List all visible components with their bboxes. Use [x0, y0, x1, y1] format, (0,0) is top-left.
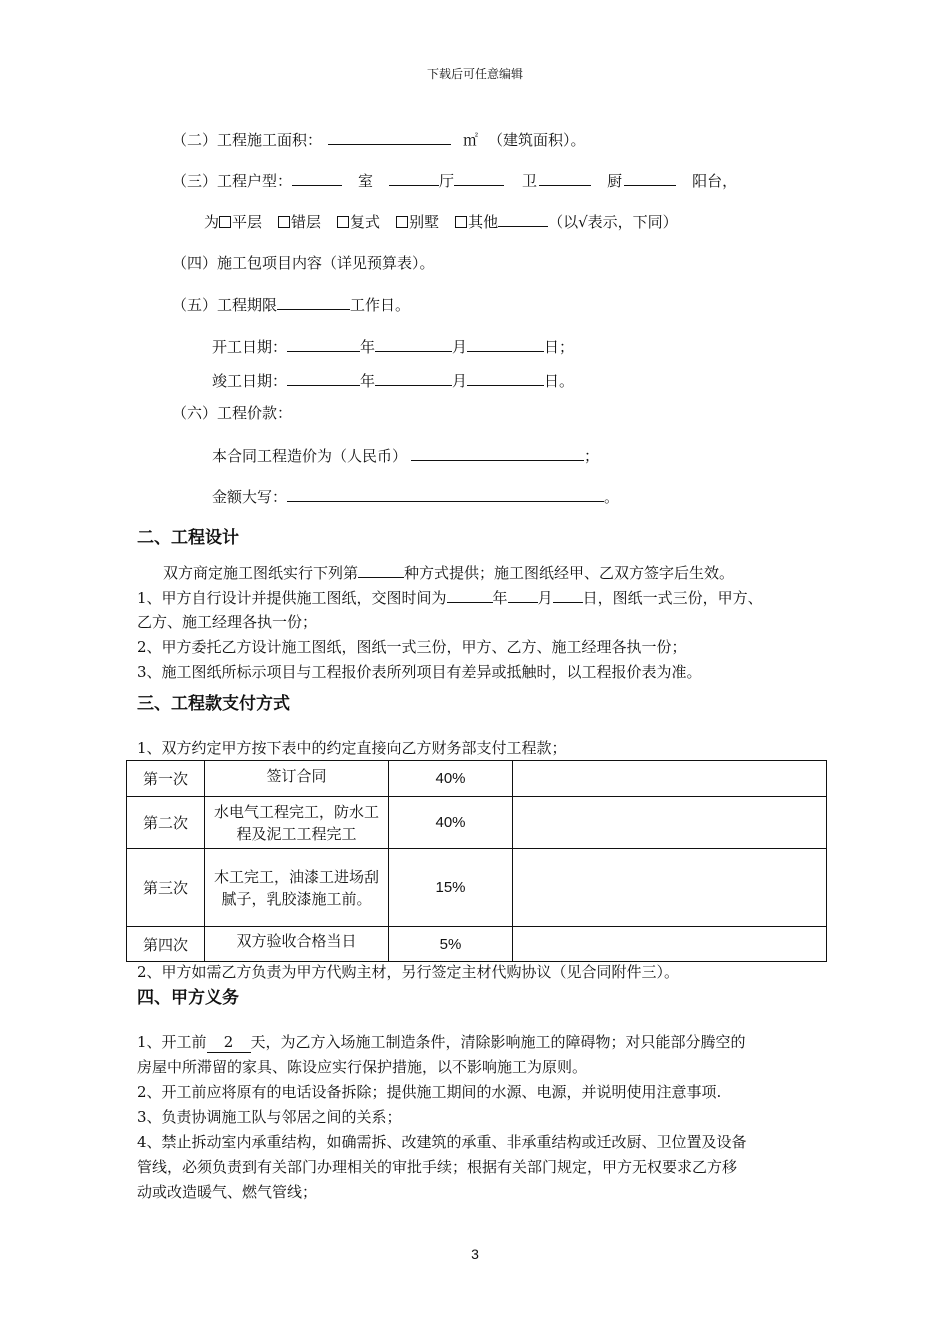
days-value: 2 [207, 1032, 251, 1053]
area-blank [328, 129, 451, 145]
period-label: （五）工程期限 [172, 296, 278, 314]
condition-cell: 水电气工程完工，防水工程及泥工工程完工 [205, 797, 389, 849]
section-2-p3: 3、施工图纸所标示项目与工程报价表所列项目有差异或抵触时，以工程报价表为准。 [137, 663, 702, 681]
area-line [172, 129, 586, 150]
area-unit: ㎡ [463, 131, 479, 149]
layout-note: （以√表示，下同） [548, 213, 678, 231]
layout-unit-room: 室 [358, 172, 374, 190]
layout-unit-bath: 卫 [522, 172, 538, 190]
note-cell [513, 849, 827, 927]
layout-unit-kitchen: 厨 [607, 172, 623, 190]
condition-cell: 木工完工，油漆工进场刮腻子，乳胶漆施工前。 [205, 849, 389, 927]
checkbox-duplex[interactable] [337, 216, 349, 228]
note-cell [513, 927, 827, 962]
table-row [127, 849, 827, 927]
phase-cell: 第二次 [127, 797, 205, 849]
area-suffix: （建筑面积）。 [488, 131, 586, 149]
checkbox-other[interactable] [455, 216, 467, 228]
section-2-p1: 1、甲方自行设计并提供施工图纸，交图时间为 年 月 日，图纸一式三份，甲方、 [137, 589, 763, 607]
finish-date-line: 竣工日期： 年 月 日。 [212, 372, 575, 390]
section-4-p2: 2、开工前应将原有的电话设备拆除；提供施工期间的水源、电源，并说明使用注意事项. [137, 1083, 722, 1101]
cost-line: 本合同工程造价为（人民币） ； [212, 447, 600, 465]
payment-table [126, 760, 827, 962]
caps-label: 金额大写： [212, 488, 288, 506]
condition-cell: 双方验收合格当日 [205, 927, 389, 962]
section-2-p2: 2、甲方委托乙方设计施工图纸，图纸一式三份，甲方、乙方、施工经理各执一份； [137, 638, 687, 656]
page-number: 3 [471, 1246, 479, 1262]
section-4-p1-cont: 房屋中所滞留的家具、陈设应实行保护措施，以不影响施工为原则。 [137, 1058, 588, 1076]
condition-cell: 签订合同 [205, 761, 389, 797]
section-4-p4-cont2: 动或改造暖气、燃气管线； [137, 1183, 318, 1201]
option-duplex-label: 复式 [350, 213, 381, 231]
area-label: （二）工程施工面积： [172, 131, 323, 149]
finish-date-label: 竣工日期： [212, 372, 288, 390]
percent-cell: 40% [389, 761, 513, 797]
start-date-line: 开工日期： 年 月 日； [212, 338, 575, 356]
percent-cell: 40% [389, 797, 513, 849]
layout-line [172, 170, 737, 191]
checkbox-villa[interactable] [396, 216, 408, 228]
section-4-title: 四、甲方义务 [137, 988, 239, 1008]
cost-label: 本合同工程造价为（人民币） [212, 447, 408, 465]
section-4-p4-cont: 管线，必须负责到有关部门办理相关的审批手续；根据有关部门规定，甲方无权要求乙方移 [137, 1158, 738, 1176]
percent-cell: 15% [389, 849, 513, 927]
section-3-after: 2、甲方如需乙方负责为甲方代购主材，另行签定主材代购协议（见合同附件三）。 [137, 963, 680, 981]
phase-cell: 第三次 [127, 849, 205, 927]
note-cell [513, 761, 827, 797]
section-4-p4: 4、禁止拆动室内承重结构，如确需拆、改建筑的承重、非承重结构或迁改厨、卫位置及设备 [137, 1133, 747, 1151]
phase-cell: 第四次 [127, 927, 205, 962]
section-3-intro: 1、双方约定甲方按下表中的约定直接向乙方财务部支付工程款； [137, 739, 567, 757]
caps-line: 金额大写： 。 [212, 488, 620, 506]
layout-unit-balcony: 阳台， [692, 172, 738, 190]
section-2-p1-cont: 乙方、施工经理各执一份； [137, 613, 318, 631]
layout-label: （三）工程户型： [172, 172, 293, 190]
section-2-title: 二、工程设计 [137, 528, 239, 548]
section-4-p1: 1、开工前 2 天，为乙方入场施工制造条件，清除影响施工的障碍物；对只能部分腾空的 [137, 1033, 746, 1051]
layout-unit-hall: 厅 [439, 172, 455, 190]
layout-options-prefix: 为 [204, 213, 220, 231]
percent-cell: 5% [389, 927, 513, 962]
option-villa-label: 别墅 [409, 213, 440, 231]
phase-cell: 第一次 [127, 761, 205, 797]
section-2-intro: 双方商定施工图纸实行下列第 种方式提供；施工图纸经甲、乙双方签字后生效。 [163, 564, 735, 582]
start-date-label: 开工日期： [212, 338, 288, 356]
note-cell [513, 797, 827, 849]
price-label: （六）工程价款： [172, 404, 293, 422]
period-suffix: 工作日。 [350, 296, 411, 314]
table-row [127, 927, 827, 962]
option-other-label: 其他 [468, 213, 499, 231]
scope-line: （四）施工包项目内容（详见预算表）。 [172, 254, 435, 272]
section-3-title: 三、工程款支付方式 [137, 694, 290, 714]
page-header: 下载后可任意编辑 [426, 67, 523, 81]
checkbox-flat[interactable] [219, 216, 231, 228]
checkbox-split-level[interactable] [278, 216, 290, 228]
table-row [127, 797, 827, 849]
period-line [172, 294, 410, 315]
table-row [127, 761, 827, 797]
section-4-p3: 3、负责协调施工队与邻居之间的关系； [137, 1108, 402, 1126]
layout-options-line [204, 211, 678, 232]
option-split-level-label: 错层 [291, 213, 322, 231]
option-flat-label: 平层 [232, 213, 263, 231]
